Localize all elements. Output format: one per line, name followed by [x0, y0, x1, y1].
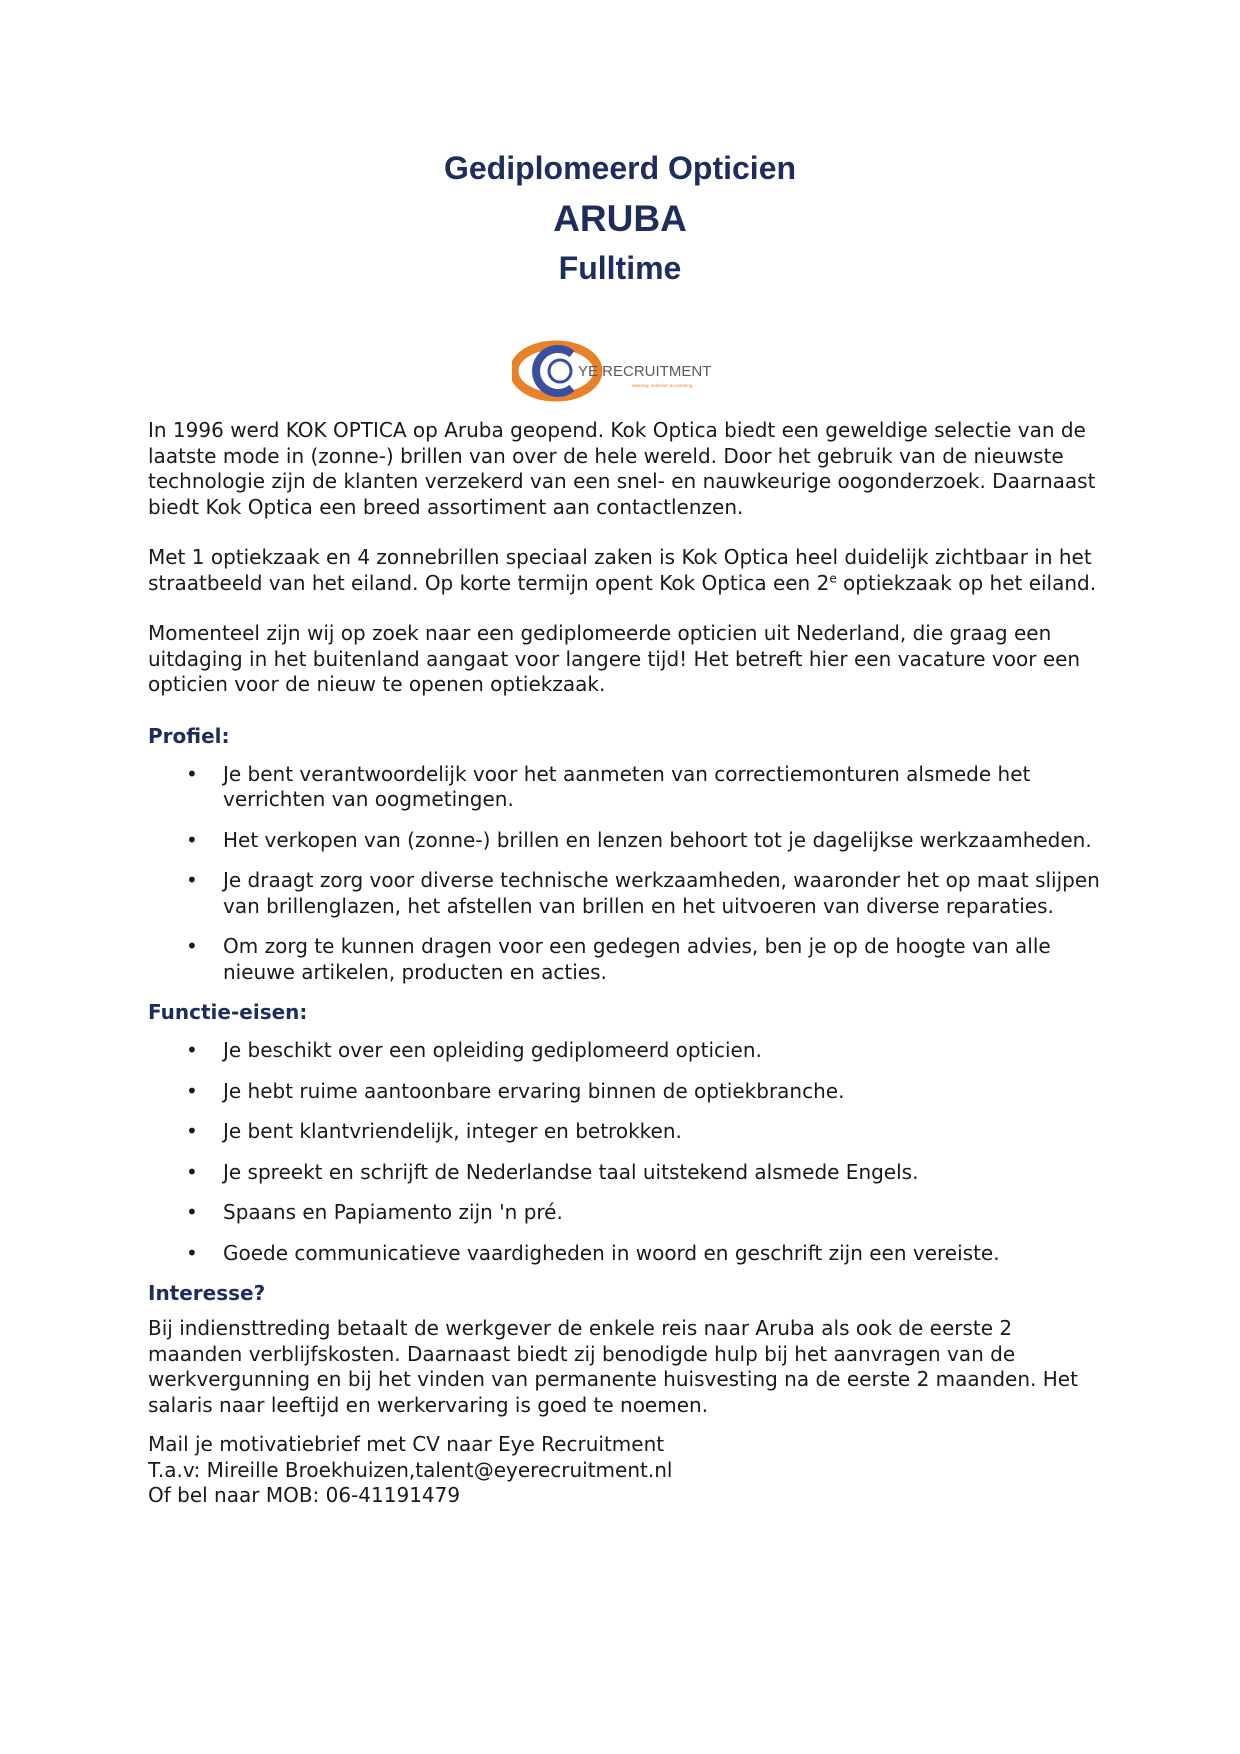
list-item: [148, 934, 1103, 985]
bullet: •: [186, 1078, 198, 1103]
profile-list: [148, 762, 1103, 986]
bullet: •: [186, 1159, 198, 1184]
ordinal-superscript: e: [829, 570, 837, 585]
intro-paragraph-3: Momenteel zijn wij op zoek naar een gediplomeerde opticien uit Nederland, die graag een uitdaging in het buitenland aangaat voor langere tijd! Het betreft hier een vacature voor een opticien voor de nieuw te openen optiekzaak.: [148, 621, 1081, 696]
intro-paragraph-1: In 1996 werd KOK OPTICA op Aruba geopend. Kok Optica biedt een geweldige selectie van de laatste mode in (zonne-) brillen van over de hele wereld. Door het gebruik van de nieuwste technologie zijn de klanten verzekerd van een snel- en nauwkeurige oogonderzoek. Daarnaast biedt Kok Optica een breed assortiment aan contactlenzen.: [148, 418, 1096, 519]
list-item-text: Het verkopen van (zonne-) brillen en lenzen behoort tot je dagelijkse werkzaamheden.: [223, 827, 1092, 852]
list-item: [148, 1241, 1103, 1267]
list-item-text: Je beschikt over een opleiding gediplomeerd opticien.: [223, 1038, 762, 1062]
bullet: •: [186, 868, 198, 892]
requirements-heading: Functie-eisen:: [148, 1000, 308, 1024]
list-item: [148, 868, 1103, 919]
list-item: [148, 1119, 1103, 1145]
list-item-text: Je spreekt en schrijft de Nederlandse taal uitstekend alsmede Engels.: [223, 1159, 919, 1184]
bullet: •: [186, 827, 198, 852]
bullet: •: [186, 1119, 198, 1143]
list-item: [148, 1160, 1103, 1186]
intro-paragraph-2-text: Met 1 optiekzaak en 4 zonnebrillen speciaal zaken is Kok Optica heel duidelijk zichtbaar in het straatbeeld van het eiland. Op korte termijn opent Kok Optica een 2: [148, 545, 1092, 595]
list-item-text: Je hebt ruime aantoonbare ervaring binnen de optiekbranche.: [223, 1078, 845, 1103]
requirements-list: [148, 1038, 1103, 1266]
list-item-text: Om zorg te kunnen dragen voor een gedegen advies, ben je op de hoogte van alle nieuwe artikelen, producten en acties.: [223, 934, 1051, 984]
list-item-text: Goede communicatieve vaardigheden in woord en geschrift zijn een vereiste.: [223, 1240, 1000, 1265]
intro-paragraph-2: [148, 545, 1103, 596]
job-title: Gediplomeerd Opticien: [443, 150, 797, 186]
list-item-text: Spaans en Papiamento zijn 'n pré.: [223, 1200, 563, 1224]
list-item: [148, 1038, 1103, 1064]
contact-line-phone: Of bel naar MOB: 06-41191479: [148, 1483, 461, 1507]
contact-line-mail: Mail je motivatiebrief met CV naar Eye Recruitment: [148, 1432, 665, 1456]
bullet: •: [186, 1200, 198, 1224]
bullet: •: [186, 761, 198, 786]
job-location: ARUBA: [553, 198, 687, 239]
logo-tagline: advising, selection & coaching: [632, 383, 693, 388]
list-item: [148, 828, 1103, 854]
job-type: Fulltime: [558, 250, 682, 286]
interest-paragraph: Bij indiensttreding betaalt de werkgever de enkele reis naar Aruba als ook de eerste 2 maanden verblijfskosten. Daarnaast biedt zij benodigde hulp bij het aanvragen van de werkvergunning en bij het vinden van permanente huisvesting na de eerste 2 maanden. Het salaris naar leeftijd en werkervaring is goed te noemen.: [148, 1316, 1078, 1417]
list-item: [148, 762, 1103, 813]
list-item: [148, 1079, 1103, 1105]
list-item-text: Je draagt zorg voor diverse technische werkzaamheden, waaronder het op maat slijpen van brillenglazen, het afstellen van brillen en het uitvoeren van diverse reparaties.: [223, 868, 1100, 918]
bullet: •: [186, 934, 198, 958]
interest-heading: Interesse?: [148, 1281, 266, 1305]
contact-line-person: T.a.v: Mireille Broekhuizen,talent@eyerecruitment.nl: [148, 1457, 673, 1482]
bullet: •: [186, 1240, 198, 1265]
bullet: •: [186, 1038, 198, 1062]
profile-heading: Profiel:: [148, 723, 230, 748]
main-content: [148, 418, 1103, 1509]
eye-recruitment-logo: [512, 334, 732, 408]
list-item: [148, 1200, 1103, 1226]
contact-block: [148, 1432, 1103, 1509]
list-item-text: Je bent klantvriendelijk, integer en betrokken.: [223, 1119, 682, 1143]
intro-paragraph-2-end: optiekzaak op het eiland.: [836, 570, 1097, 595]
logo-text: YE RECRUITMENT: [578, 363, 712, 380]
list-item-text: Je bent verantwoordelijk voor het aanmeten van correctiemonturen alsmede het verrichten van oogmetingen.: [223, 761, 1031, 811]
